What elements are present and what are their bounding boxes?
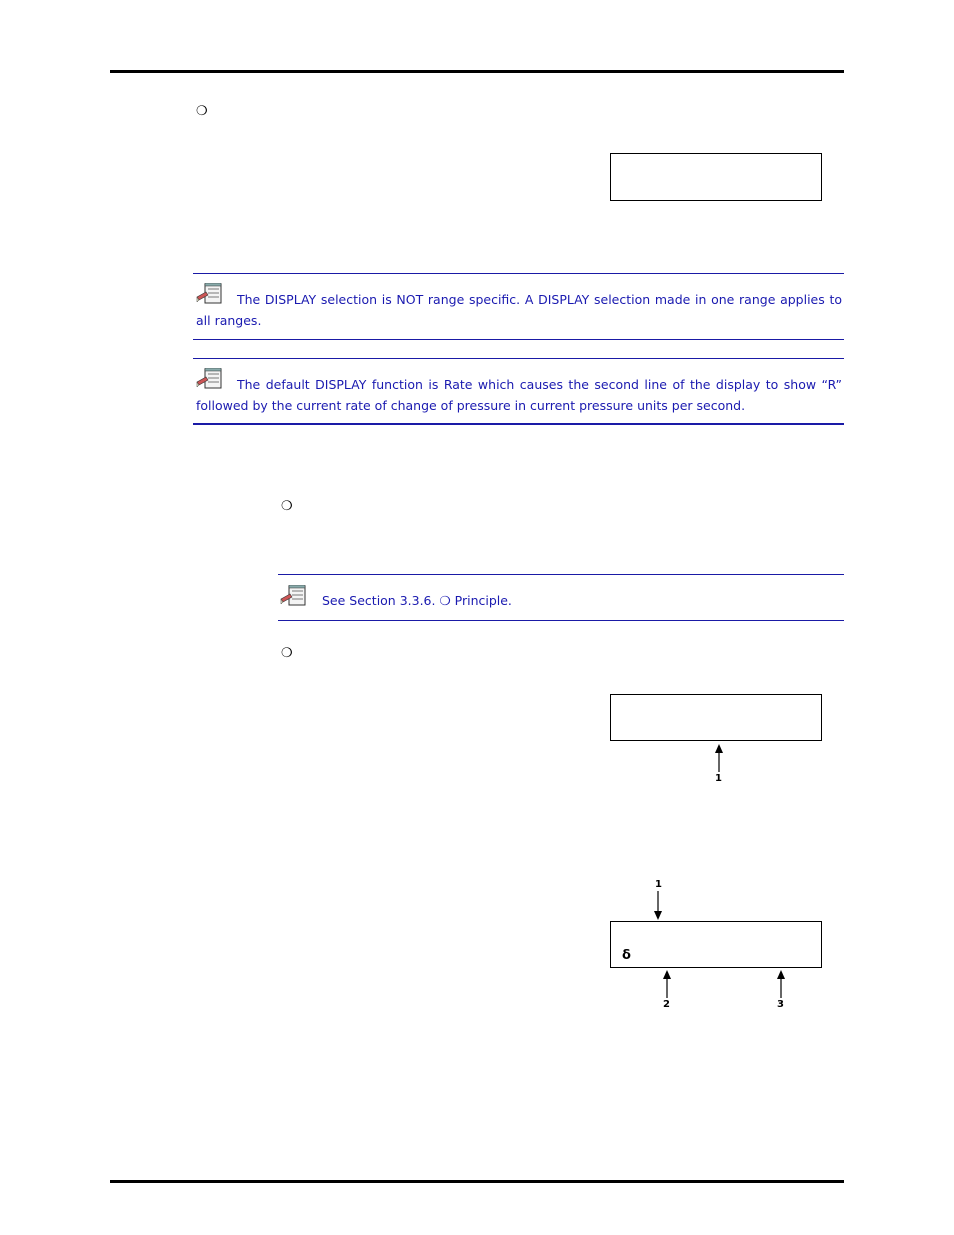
callout-label: 1 xyxy=(715,773,722,784)
lcd-delta-char: δ xyxy=(622,948,631,963)
lcd-display-box xyxy=(610,153,822,201)
lcd-display-box xyxy=(610,921,822,968)
footer-rule xyxy=(110,1180,844,1183)
note-text: The DISPLAY selection is NOT range specific. A DISPLAY selection made in one range applies to all ranges. xyxy=(196,292,842,328)
note-box xyxy=(278,574,844,621)
lcd-display-box xyxy=(610,694,822,741)
callout-label: 2 xyxy=(663,999,670,1010)
section-bullet-icon: ❍ xyxy=(281,646,293,661)
note-text: The default DISPLAY function is Rate which causes the second line of the display to show “R” followed by the current rate of change of pressure in current pressure units per second. xyxy=(196,377,842,413)
note-text: See Section 3.3.6. ❍ Principle. xyxy=(322,593,512,608)
callout-arrow-icon xyxy=(714,744,724,774)
section-bullet-icon: ❍ xyxy=(281,499,293,514)
section-bullet-icon: ❍ xyxy=(196,104,208,119)
notepad-icon xyxy=(280,585,308,607)
note-box xyxy=(193,273,844,340)
callout-arrow-icon xyxy=(662,970,672,1000)
callout-arrow-icon xyxy=(776,970,786,1000)
header-rule xyxy=(110,70,844,73)
callout-label: 3 xyxy=(777,999,784,1010)
callout-arrow-icon xyxy=(653,891,663,921)
note-box xyxy=(193,358,844,425)
callout-label: 1 xyxy=(655,879,662,890)
